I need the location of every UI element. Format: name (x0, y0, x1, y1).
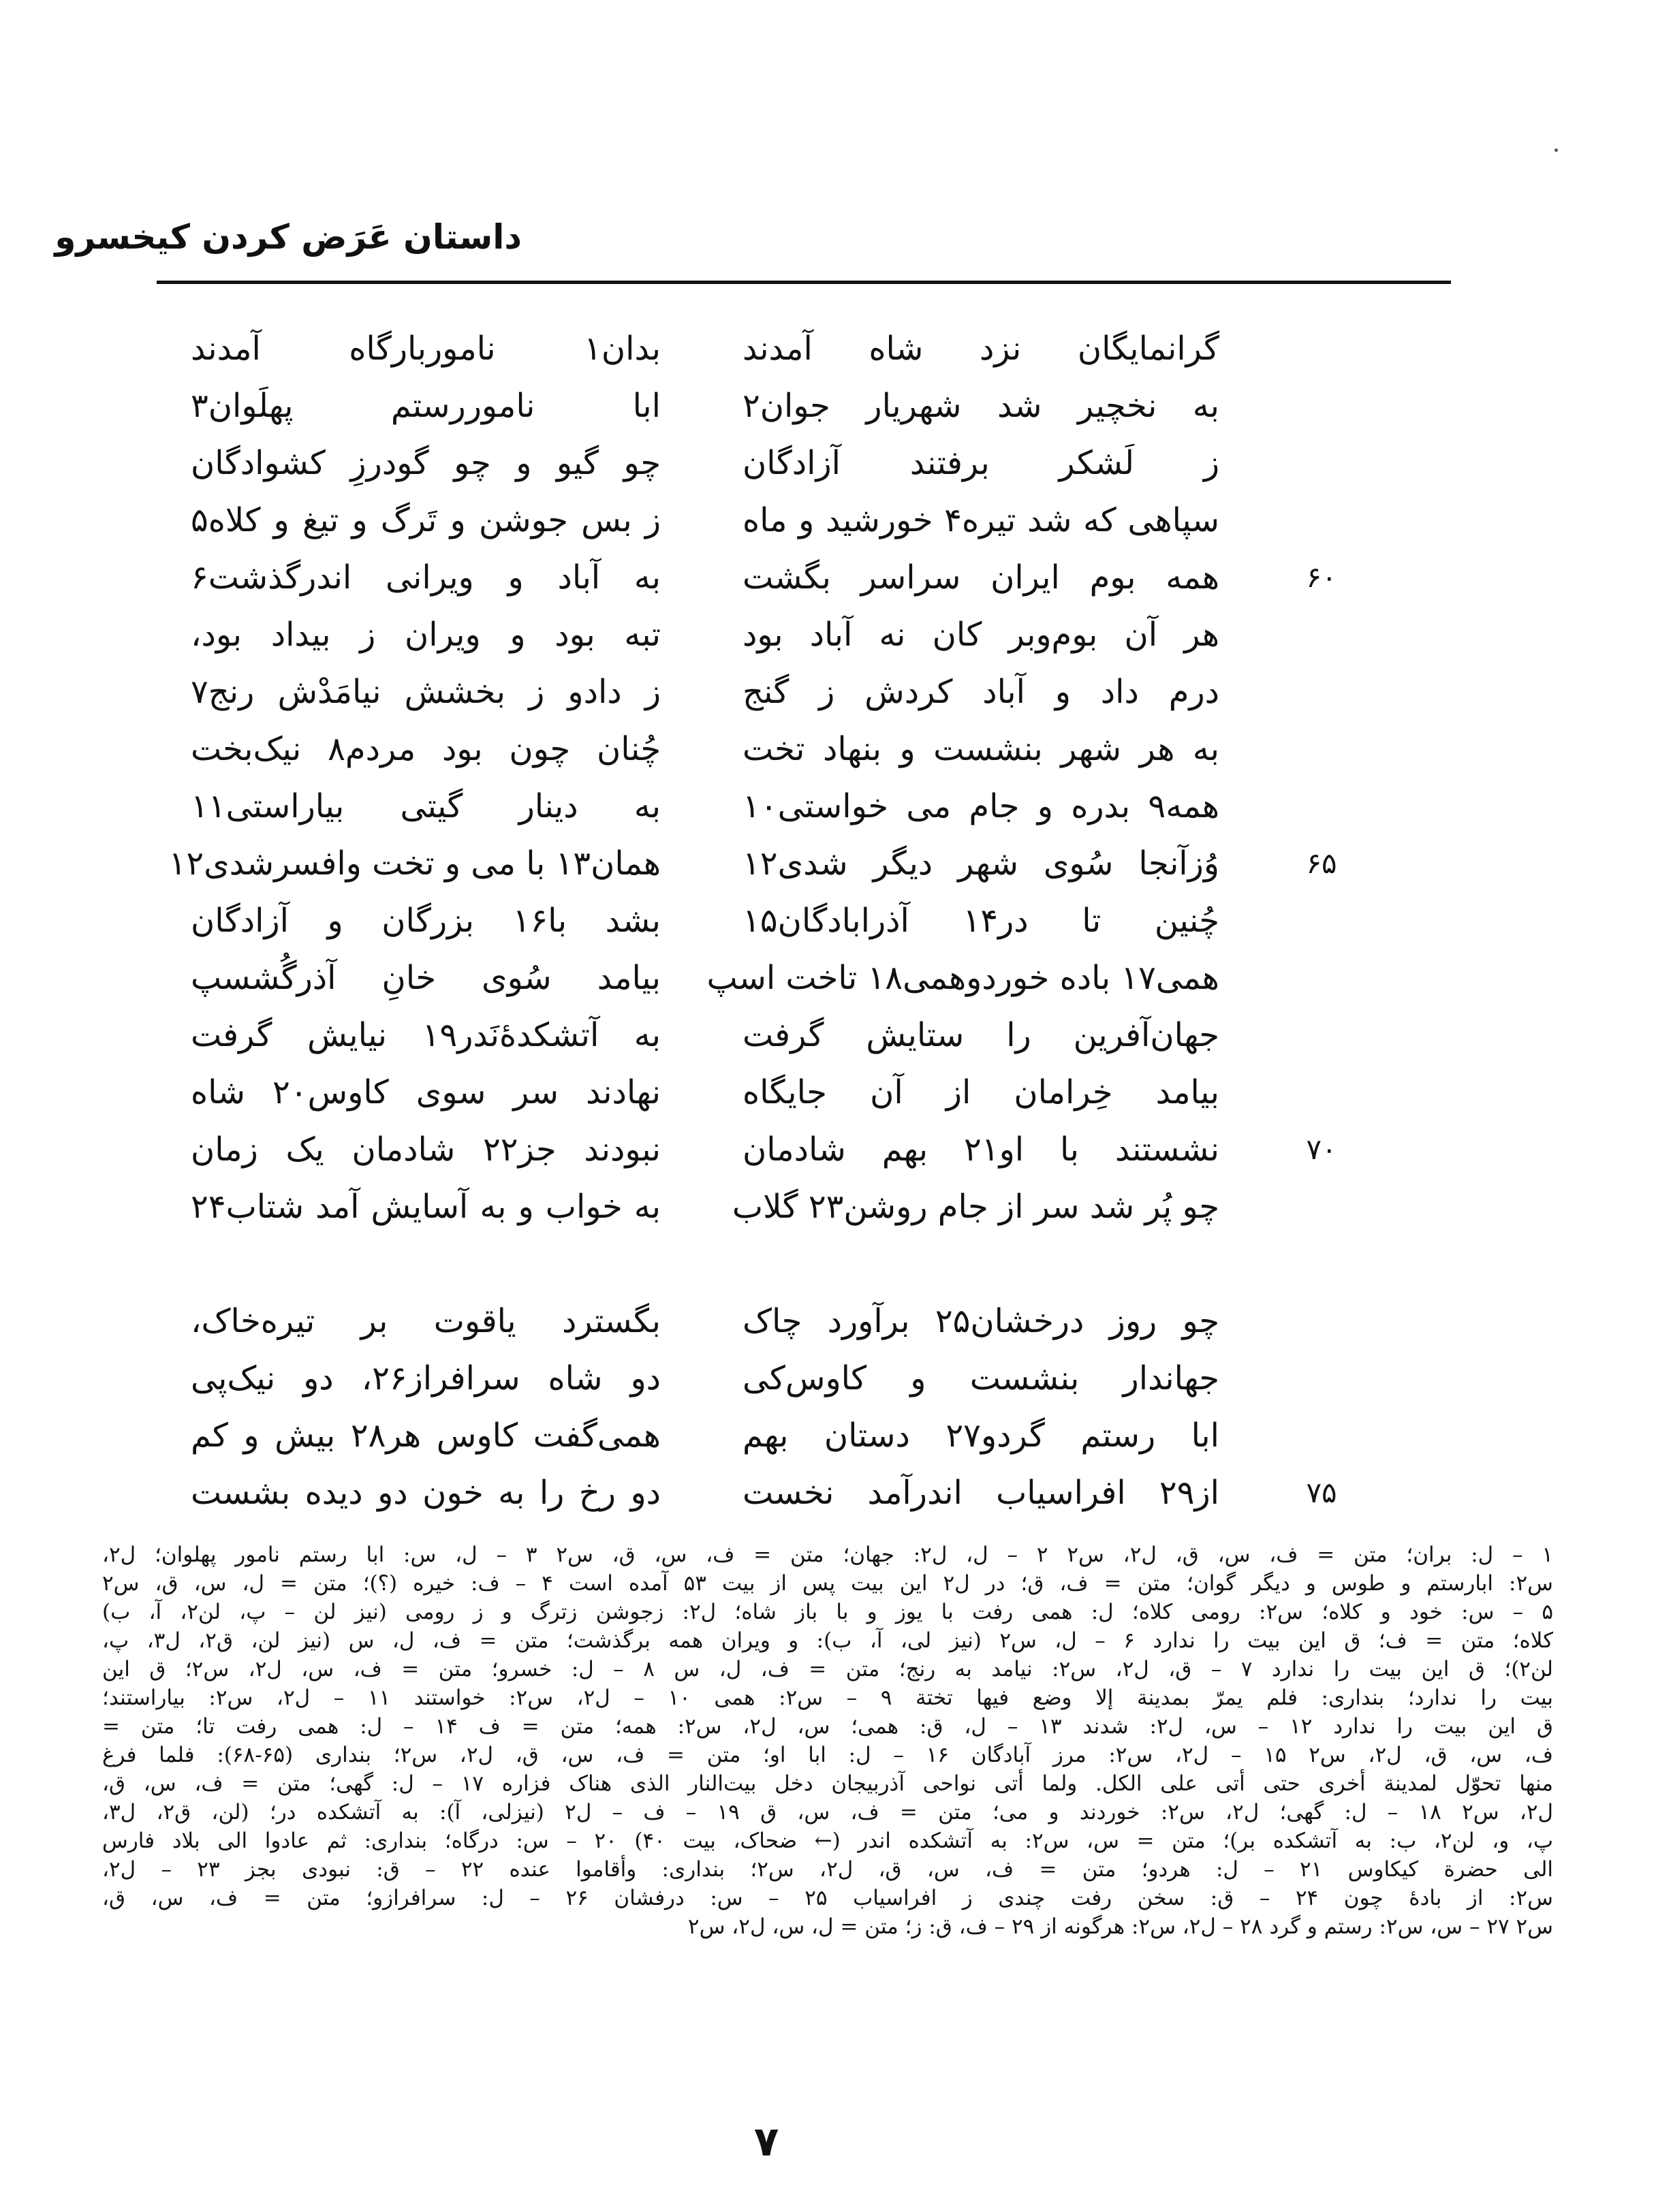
verse-column-left (168, 320, 661, 1235)
verse-hemistich: به آباد و ویرانی اندرگذشت۶ (191, 558, 661, 597)
verse-hemistich: بدان۱ ناموربارگاه آمدند (191, 330, 661, 368)
footnote-line: منها تحوّل لمدینة أخری حتی أتی علی الکل. ولما أتی نواحی آذربیجان دخل بیت‌النار الذی هناک فزاره ۱۷ – ل: گهی؛ متن = ف، س، ق، (102, 1771, 1553, 1796)
verse-number-70: ۷۰ (1306, 1133, 1337, 1166)
verse-hemistich: سپاهی که شد تیره۴ خورشید و ماه (743, 501, 1219, 539)
footnote-line: ۱ – ل: بران؛ متن = ف، س، ق، ل۲، س۲ ۲ – ل، ل۲: جهان؛ متن = ف، س، ق، س۲ ۳ – ل، س: ابا رستم نامور پهلوان؛ ل۲، (102, 1543, 1553, 1567)
scan-speck (1555, 148, 1558, 152)
footnote-line: س۲: از بادهٔ چون ۲۴ – ق: سخن رفت چندی ز افراسیاب ۲۵ – س: درفشان ۲۶ – ل: سرافرازو؛ متن = ف، س، ق، (102, 1886, 1553, 1910)
verse-hemistich: بیامد سُوی خانِ آذرگُشسپ (191, 959, 661, 997)
verse-hemistich: ابا رستم گردو۲۷ دستان بهم (743, 1417, 1219, 1455)
verse-hemistich: نشستند با او۲۱ بهم شادمان (743, 1131, 1219, 1169)
verse-hemistich: همان۱۳ با می و تخت وافسرشدی۱۲ (168, 844, 661, 883)
verse-hemistich: بشد با۱۶ بزرگان و آزادگان (191, 902, 661, 940)
verse-column-right (706, 320, 1220, 1235)
verse-hemistich: ز بس جوشن و تَرگ و تیغ و کلاه۵ (191, 501, 661, 539)
verse-hemistich: دو شاه سرافراز۲۶، دو نیک‌پی (191, 1359, 661, 1397)
verse-hemistich: نهادند سر سوی کاوس۲۰ شاه (191, 1073, 661, 1111)
verse-column-left-2 (191, 1293, 661, 1521)
verse-column-right-2 (743, 1293, 1219, 1521)
verse-hemistich: جهاندار بنشست و کاوس‌کی (743, 1359, 1219, 1397)
verse-number-60: ۶۰ (1306, 560, 1337, 594)
verse-hemistich: جهان‌آفرین را ستایش گرفت (743, 1016, 1219, 1054)
verse-hemistich: ز دادو ز بخشش نیامَدْش رنج۷ (191, 673, 661, 711)
verse-hemistich: به هر شهر بنشست و بنهاد تخت (743, 730, 1219, 768)
footnote-line: ۵ – س: خود و کلاه؛ س۲: رومی کلاه؛ ل: همی رفت با یوز و با باز شاه؛ ل۲: زجوشن زترگ و ز رومی (نیز لن – پ، لن۲، آ، ب) (102, 1600, 1554, 1624)
verse-hemistich: چو روز درخشان۲۵ برآورد چاک (743, 1302, 1219, 1340)
verse-number-75: ۷۵ (1306, 1476, 1337, 1509)
verse-hemistich: به خواب و به آسایش آمد شتاب۲۴ (191, 1188, 661, 1226)
verse-hemistich: درم داد و آباد کردش ز گنج (743, 673, 1219, 711)
verse-hemistich: به دینار گیتی بیاراستی۱۱ (191, 787, 661, 825)
verse-hemistich: وُزآنجا سُوی شهر دیگر شدی۱۲ (743, 844, 1219, 883)
footnote-line: پ، و، لن۲، ب: به آتشکده بر)؛ متن = س، س۲: به آتشکده اندر (← ضحاک، بیت ۴۰) ۲۰ – س: درگاه؛ بنداری: ثم عادوا الی بلاد فارس (102, 1829, 1553, 1853)
verse-hemistich: به نخچیر شد شهریار جوان۲ (743, 387, 1219, 425)
verse-hemistich: ابا ناموررستم پهلَوان۳ (191, 387, 661, 425)
verse-hemistich: بیامد خِرامان از آن جایگاه (743, 1073, 1219, 1111)
footnotes (102, 1540, 1553, 1941)
header-rule (157, 281, 1451, 284)
verse-hemistich: به آتشکدهٔ‌نَدر۱۹ نیایش گرفت (191, 1016, 661, 1054)
verse-hemistich: تبه بود و ویران ز بیداد بود، (191, 616, 661, 654)
verse-hemistich: همی۱۷ باده خوردوهمی۱۸ تاخت اسپ (706, 959, 1219, 997)
footnote-line: ف، س، ق، ل۲، س۲ ۱۵ – ل۲، س۲: مرز آبادگان ۱۶ – ل: ابا او؛ متن = ف، س، ق، ل۲، س۲؛ بنداری (۶۵-۶۸): فلما فرغ (102, 1743, 1553, 1767)
running-head: داستان عَرَض کردن کیخسرو (54, 217, 522, 257)
footnote-line: کلاه؛ متن = ف؛ ق این بیت را ندارد ۶ – ل، س۲ (نیز لی، آ، ب): و ویران همه برگذشت؛ متن = ف، ل، س (نیز لن، ق۲، ل۳، پ، (102, 1628, 1553, 1653)
verse-hemistich: همه بوم ایران سراسر بگشت (743, 558, 1219, 597)
footnote-line: ق این بیت را ندارد ۱۲ – س، ل۲: شدند ۱۳ – ل، ق: همی؛ س، ل۲، س۲: همه؛ متن = ف ۱۴ – ل: همی رفت تا؛ متن = (102, 1714, 1553, 1739)
footnote-line: س۲ ۲۷ – س، س۲: رستم و گرد ۲۸ – ل۲، س۲: هرگونه از ۲۹ – ف، ق: ز؛ متن = ل، س، ل۲، س۲ (687, 1914, 1553, 1939)
page-number: ۷ (753, 2118, 779, 2166)
verse-hemistich: دو رخ را به خون دو دیده بشست (191, 1474, 661, 1512)
verse-number-65: ۶۵ (1306, 847, 1337, 880)
footnote-line: ل۲، س۲ ۱۸ – ل: گهی؛ ل۲، س۲: خوردند و می؛ متن = ف، س، ق ۱۹ – ف – ل۲ (نیزلی، آ): به آتشکده در؛ (لن، ق۲، ل۳، (102, 1800, 1554, 1824)
verse-hemistich: هر آن بوم‌وبر کان نه آباد بود (743, 616, 1219, 654)
verse-hemistich: بگسترد یاقوت بر تیره‌خاک، (191, 1302, 661, 1340)
verse-hemistich: چُنان چون بود مردم۸ نیک‌بخت (191, 730, 661, 768)
footnote-line: بیت را ندارد؛ بنداری: فلم یمرّ بمدینة إلا وضع فیها تختة ۹ – س۲: همی ۱۰ – ل۲، س۲: خواستند ۱۱ – ل۲، س۲: بیاراستند؛ (102, 1686, 1554, 1710)
footnote-line: لن۲)؛ ق این بیت را ندارد ۷ – ق، ل۲، س۲: نیامد به رنج؛ متن = ف، ل، س ۸ – ل: خسرو؛ متن = ف، س، ل۲، س۲؛ ق این (102, 1657, 1553, 1681)
verse-hemistich: همه۹ بدره و جام می خواستی۱۰ (743, 787, 1219, 825)
verse-hemistich: ز لَشکر برفتند آزادگان (743, 444, 1219, 482)
verse-hemistich: گرانمایگان نزد شاه آمدند (743, 330, 1219, 368)
footnote-line: الی حضرة کیکاوس ۲۱ – ل: هردو؛ متن = ف، س، ق، ل۲، س۲؛ بنداری: وأقاموا عنده ۲۲ – ق: نبودی بجز ۲۳ – ل۲، (102, 1857, 1554, 1882)
verse-hemistich: چو پُر شد سر از جام روشن۲۳ گلاب (732, 1188, 1219, 1226)
verse-hemistich: چُنین تا در۱۴ آذرابادگان۱۵ (743, 902, 1220, 940)
footnote-line: س۲: ابارستم و طوس و دیگر گوان؛ متن = ف، ق؛ در ل۲ این بیت پس از بیت ۵۳ آمده است ۴ – ف: خیره (؟)؛ متن = ل، س، ق، س۲ (102, 1571, 1553, 1596)
verse-hemistich: از۲۹ افراسیاب اندرآمد نخست (743, 1474, 1219, 1512)
verse-hemistich: چو گیو و چو گودرزِ کشوادگان (191, 444, 661, 482)
verse-hemistich: همی‌گفت کاوس هر۲۸ بیش و کم (191, 1417, 661, 1455)
verse-hemistich: نبودند جز۲۲ شادمان یک زمان (191, 1131, 661, 1169)
